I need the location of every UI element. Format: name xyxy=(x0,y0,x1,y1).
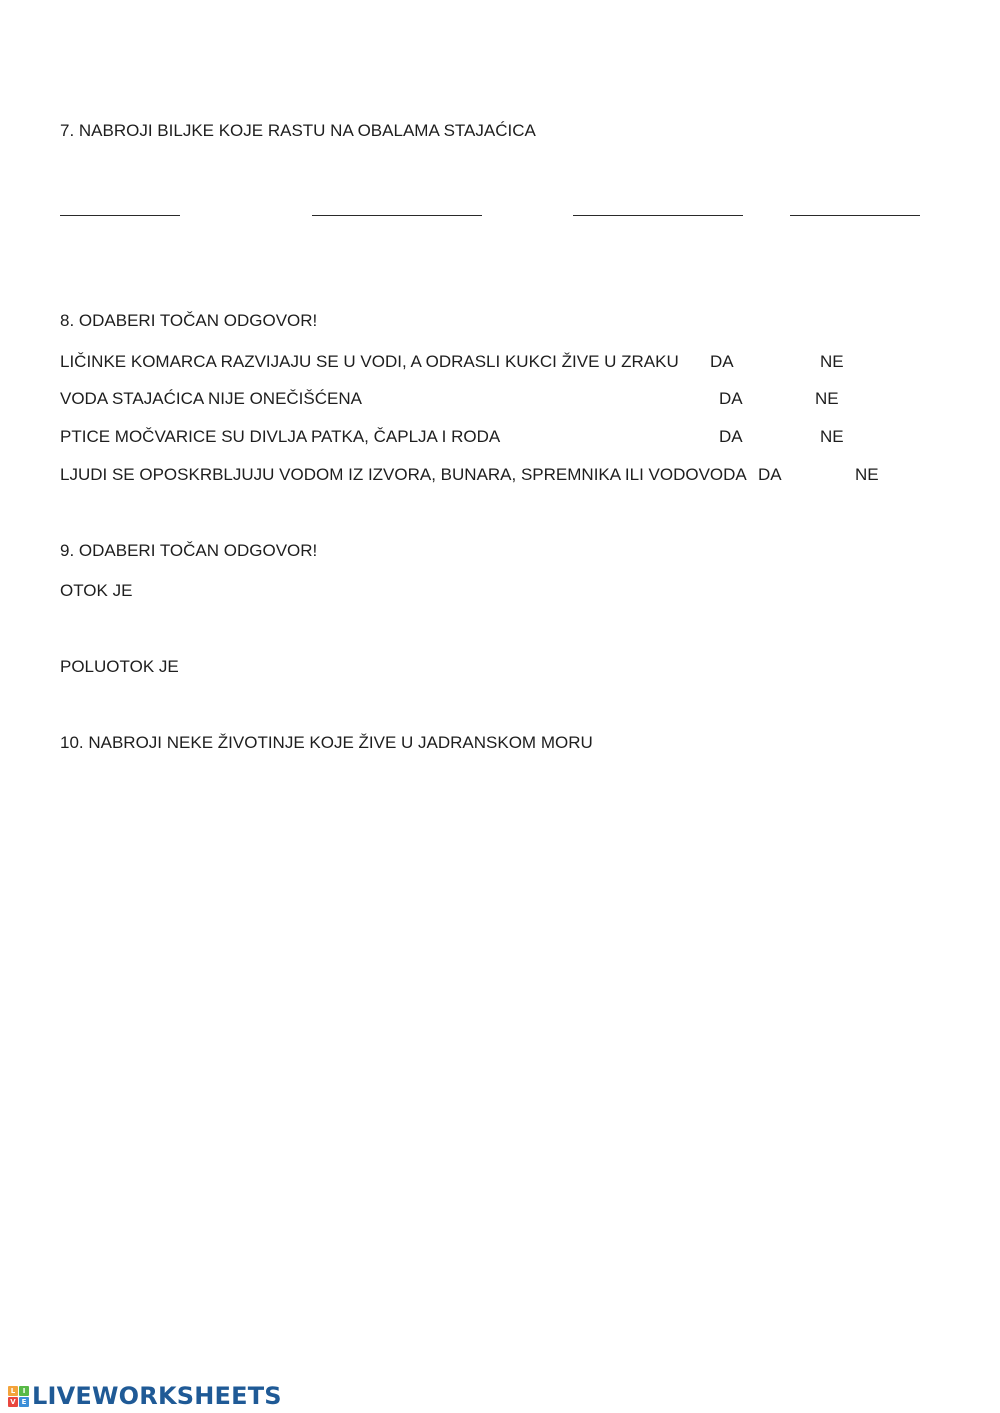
liveworksheets-logo xyxy=(8,1381,282,1411)
answer-blank-3[interactable] xyxy=(573,215,743,216)
answer-blank-2[interactable] xyxy=(312,215,482,216)
logo-block: V xyxy=(8,1397,18,1407)
statement-2-yes-option[interactable]: DA xyxy=(719,389,743,408)
question-9-text: 9. ODABERI TOČAN ODGOVOR! xyxy=(60,541,318,560)
answer-blank-4[interactable] xyxy=(790,215,920,216)
statement-1-yes-option[interactable]: DA xyxy=(710,352,734,371)
logo-text: LIVEWORKSHEETS xyxy=(32,1382,282,1410)
statement-3-no-option[interactable]: NE xyxy=(820,427,844,446)
answer-blank-1[interactable] xyxy=(60,215,180,216)
statement-4-no-option[interactable]: NE xyxy=(855,465,879,484)
statement-3-text: PTICE MOČVARICE SU DIVLJA PATKA, ČAPLJA I RODA xyxy=(60,427,501,446)
question-7-text: 7. NABROJI BILJKE KOJE RASTU NA OBALAMA STAJAĆICA xyxy=(60,121,536,140)
q9-item-poluotok: POLUOTOK JE xyxy=(60,657,179,676)
statement-4-yes-option[interactable]: DA xyxy=(758,465,782,484)
q9-item-otok: OTOK JE xyxy=(60,581,133,600)
statement-1-no-option[interactable]: NE xyxy=(820,352,844,371)
logo-block: E xyxy=(19,1397,29,1407)
statement-2-no-option[interactable]: NE xyxy=(815,389,839,408)
logo-blocks-icon xyxy=(8,1386,29,1407)
question-8-text: 8. ODABERI TOČAN ODGOVOR! xyxy=(60,311,318,330)
statement-1-text: LIČINKE KOMARCA RAZVIJAJU SE U VODI, A ODRASLI KUKCI ŽIVE U ZRAKU xyxy=(60,352,679,371)
logo-block: L xyxy=(8,1386,18,1396)
question-10-text: 10. NABROJI NEKE ŽIVOTINJE KOJE ŽIVE U JADRANSKOM MORU xyxy=(60,733,593,752)
statement-3-yes-option[interactable]: DA xyxy=(719,427,743,446)
statement-4-text: LJUDI SE OPOSKRBLJUJU VODOM IZ IZVORA, BUNARA, SPREMNIKA ILI VODOVODA xyxy=(60,465,747,484)
logo-block: I xyxy=(19,1386,29,1396)
statement-2-text: VODA STAJAĆICA NIJE ONEČIŠĆENA xyxy=(60,389,362,408)
